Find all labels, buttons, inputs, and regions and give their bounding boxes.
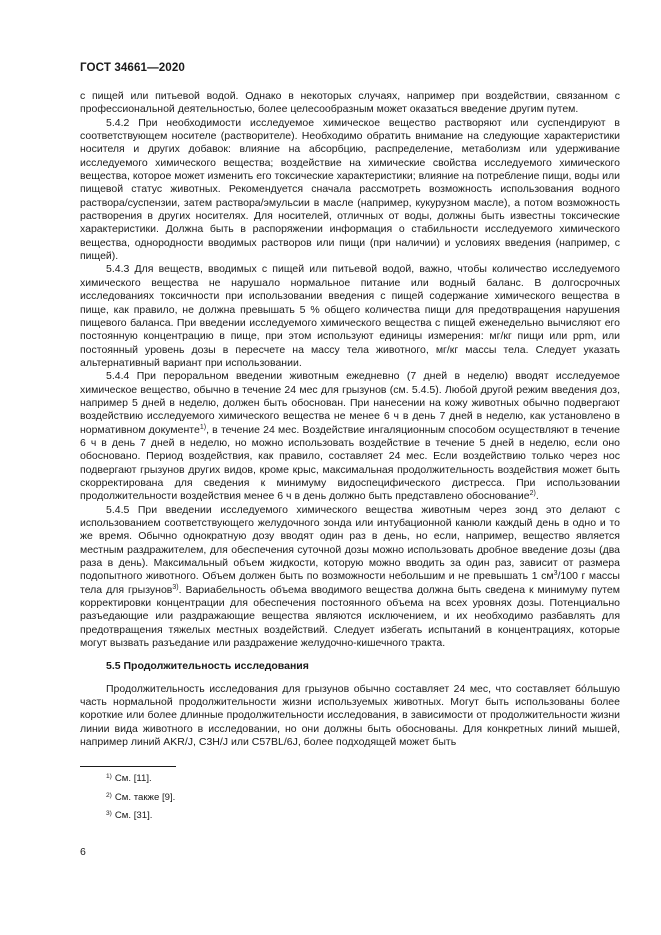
paragraph-5-4-4 bbox=[80, 370, 620, 503]
section-heading-5-5: 5.5 Продолжительность исследования bbox=[106, 660, 309, 673]
paragraph-5-4-5 bbox=[80, 504, 620, 651]
paragraph-5-4-3: 5.4.3 Для веществ, вводимых с пищей или питьевой водой, важно, чтобы количество исследуемого химического вещества не нарушало нормальное питание или водный баланс. В долгосрочных исследованиях токсичности при использовании введения с пищей содержание химического вещества в пище, как правило, не должна превышать 5 % общего количества пищи для предотвращения нарушения пищевого баланса. При введении исследуемого химического вещества с пищей еженедельно вычисляют его постоянную концентрацию в пище, при этом используют единицы измерения: мг/кг пищи или ppm, или постоянный уровень дозы в пересчете на массу тела животного, мг/кг массы тела. Следует указать альтернативный вариант при использовании. bbox=[80, 263, 620, 369]
paragraph-5-4-2: 5.4.2 При необходимости исследуемое химическое вещество растворяют или суспендируют в соответствующем носителе (растворителе). Необходимо обратить внимание на следующие характеристики носителя и других добавок: влияние на абсорбцию, распределение, метаболизм или удерживание исследуемого химического вещества; воздействие на химические свойства исследуемого химического вещества, которое может изменить его токсические характеристики; влияние на потребление пищи, воды или пищевой статус животных. Рекомендуется сначала рассмотреть возможность использования водного раствора/суспензии, затем раствора/эмульсии в масле (например, кукурузном масле), а потом возможность растворения в других носителях. Для носителей, отличных от воды, должны быть известны токсические характеристики. Должна быть в распоряжении информация о стабильности исследуемого химического вещества, однородности вводимых растворов или пищи (при наличии) и условиях введения (например, с пищей). bbox=[80, 116, 620, 263]
footnote-mark: 3) bbox=[106, 810, 112, 817]
page-number: 6 bbox=[80, 846, 86, 858]
footnotes bbox=[106, 772, 175, 828]
footnote-ref-3: 3) bbox=[172, 583, 179, 591]
paragraph-5-5: Продолжительность исследования для грызунов обычно составляет 24 мес, что составляет бо́льшую часть нормальной продолжительности жизни используемых животных. Могут быть использованы более короткие или более длинные продолжительности исследования, в зависимости от продолжительности жизни линии вида животного в исследовании, но они должны быть обоснованы. Для конкретных линий мышей, например линий AKR/J, C3H/J или C57BL/6J, более подходящей может быть bbox=[80, 682, 620, 749]
footnote-2 bbox=[106, 791, 175, 810]
paragraph-continuation: с пищей или питьевой водой. Однако в некоторых случаях, например при воздействии, связанном с профессиональной деятельностью, более целесообразным может оказаться введение другим путем. bbox=[80, 90, 620, 116]
footnote-mark: 2) bbox=[106, 791, 112, 799]
cubic-superscript: 3 bbox=[553, 570, 558, 578]
footnote-3 bbox=[106, 809, 175, 828]
document-header: ГОСТ 34661—2020 bbox=[80, 61, 185, 74]
main-text bbox=[80, 90, 620, 750]
footnote-text: См. также [9]. bbox=[114, 791, 176, 803]
footnote-text: См. [11]. bbox=[114, 773, 152, 784]
paragraph-5-4-4-part3: . bbox=[535, 490, 539, 503]
paragraph-5-4-5-part2: /100 г массы тела для грызунов bbox=[80, 570, 620, 596]
footnote-mark: 1) bbox=[106, 773, 112, 780]
paragraph-5-4-5-part1: 5.4.5 При введении исследуемого химического вещества животным через зонд это делают с использованием соответствующего желудочного зонда или интубационной канюли каждый день в одно и то же время. Обычно однократную дозу вводят один раз в день, но если, например, вещество является местным раздражителем, для обеспечения суточной дозы можно использовать дробное введение дозы (два раза в день). Максимальный объем жидкости, которую можно вводить за один раз, зависит от размера подопытного животного. Объем должен быть по возможности небольшим и не превышать 1 см bbox=[80, 503, 620, 583]
footnote-1 bbox=[106, 772, 175, 791]
paragraph-5-4-5-part3: . Вариабельность объема вводимого вещества должна быть сведена к минимуму путем корректировки концентрации для обеспечения постоянного объема на всех уровнях дозы. Потенциально разъедающие или раздражающие вещества являются исключением, и их необходимо разбавлять для предотвращения тяжелых местных воздействий. Следует избегать испытаний в концентрациях, которые могут вызвать разъедание или раздражение желудочно-кишечного тракта. bbox=[80, 583, 620, 650]
footnote-ref-2: 2) bbox=[529, 490, 536, 498]
footnote-ref-1: 1) bbox=[199, 423, 207, 431]
footnote-divider bbox=[80, 766, 176, 767]
paragraph-5-4-4-part2: , в течение 24 мес. Воздействие ингаляционным способом осуществляют в течение 6 ч в день 7 дней в неделю, но можно использовать воздействие в течение 5 дней в неделю, если оно обосновано. Период воздействия, как правило, составляет 24 мес. Если воздействию только через нос подвергают грызунов других видов, кроме крыс, максимальная продолжительность воздействия может быть скорректирована для сведения к минимуму видоспецифического дистресса. При использовании продолжительности воздействия менее 6 ч в день должно быть представлено обоснование bbox=[80, 423, 620, 503]
paragraph-5-4-4-part1: 5.4.4 При пероральном введении животным ежедневно (7 дней в неделю) вводят исследуемое химическое вещество, обычно в течение 24 мес для грызунов (см. 5.4.5). Любой другой режим введения доз, например 5 дней в неделю, должен быть обоснован. При нанесении на кожу животных обычно подвергают воздействию исследуемого химического вещества не менее 6 ч в день 7 дней в неделю, как установлено в нормативном документе bbox=[80, 370, 620, 436]
footnote-text: См. [31]. bbox=[114, 810, 153, 821]
